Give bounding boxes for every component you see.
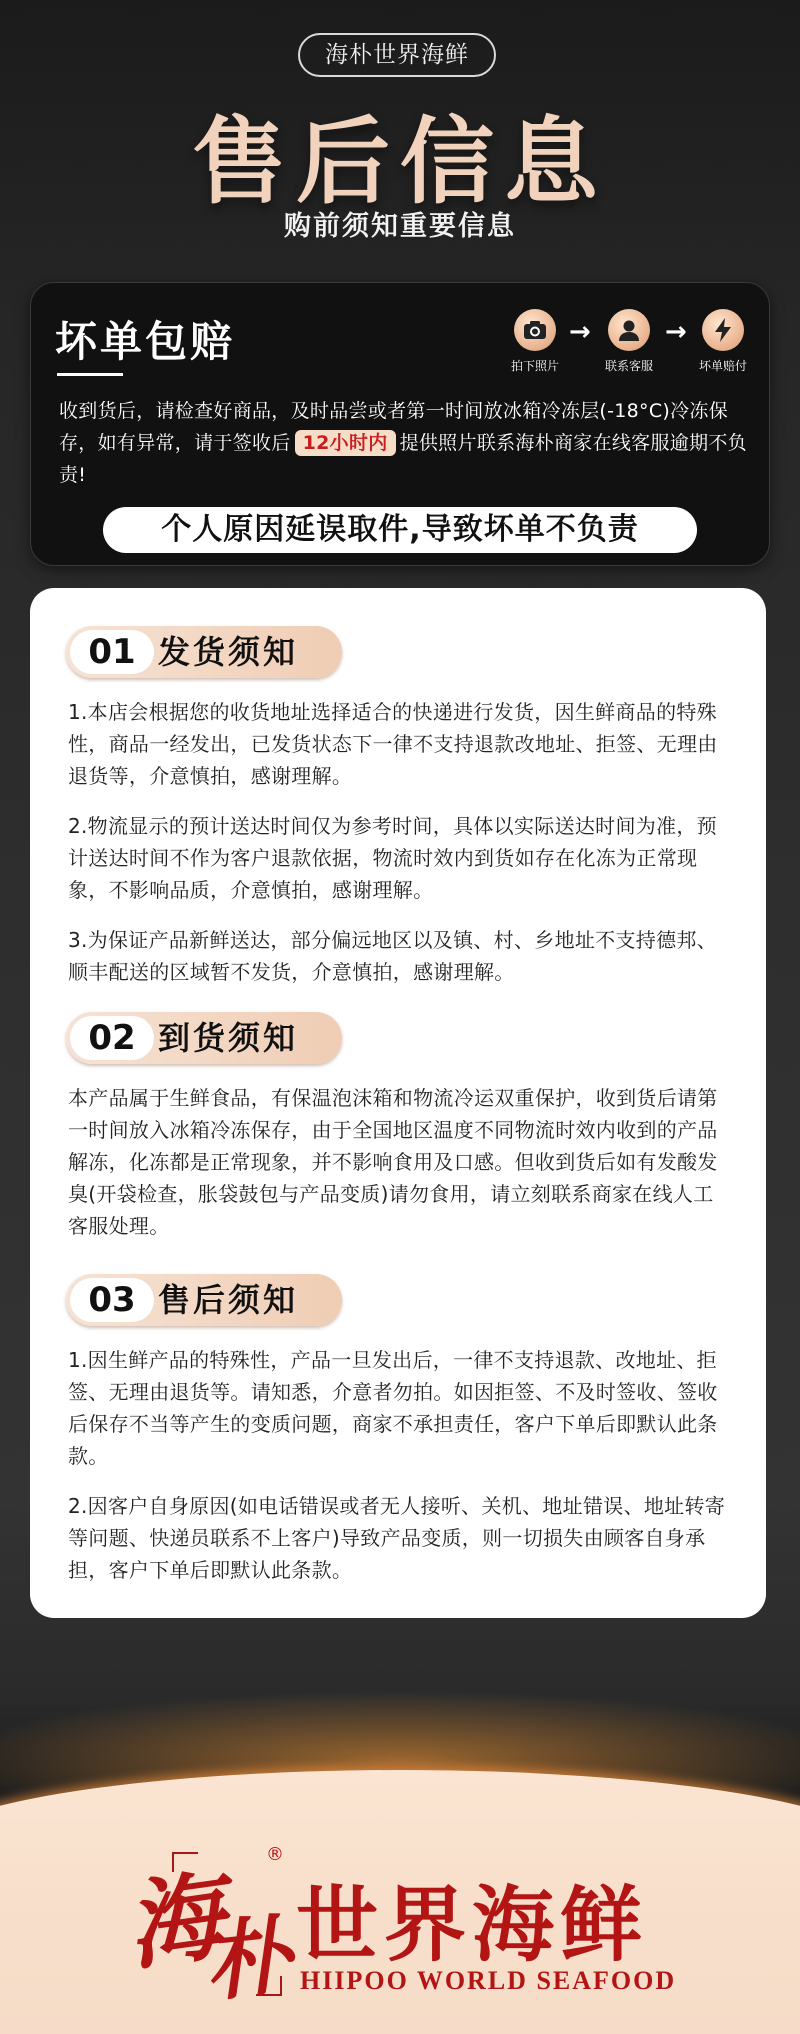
arrow-right-icon: → bbox=[665, 317, 687, 347]
deadline-badge: 12小时内 bbox=[295, 430, 396, 456]
claim-steps bbox=[505, 309, 755, 379]
section-number: 02 bbox=[70, 1016, 154, 1060]
section-number: 01 bbox=[70, 630, 154, 674]
section-header-arrival bbox=[66, 1012, 342, 1064]
step-label: 联系客服 bbox=[604, 359, 653, 373]
paragraph: 1.因生鲜产品的特殊性，产品一旦发出后，一律不支持退款、改地址、拒签、无理由退货等。请知悉，介意者勿拍。如因拒签、不及时签收、签收后保存不当等产生的变质问题，商家不承担责任，客户下单后即默认此条款。 bbox=[68, 1348, 718, 1468]
step-label: 坏单赔付 bbox=[698, 359, 747, 373]
damage-compensation-card bbox=[30, 282, 770, 566]
registered-mark: ® bbox=[266, 1844, 284, 1865]
step-compensation bbox=[693, 309, 753, 374]
brand-logo bbox=[119, 1844, 700, 2015]
person-icon bbox=[608, 309, 650, 351]
damage-card-title: 坏单包赔 bbox=[55, 317, 236, 366]
paragraph: 1.本店会根据您的收货地址选择适合的快递进行发货，因生鲜商品的特殊性，商品一经发出，已发货状态下一律不支持退款改地址、拒签、无理由退货等，介意慎拍，感谢理解。 bbox=[68, 700, 718, 788]
logo-char: 朴 bbox=[199, 1904, 296, 2015]
paragraph: 2.物流显示的预计送达时间仅为参考时间，具体以实际送达时间为准，预计送达时间不作为客户退款依据，物流时效内到货如存在化冻为正常现象，不影响品质，介意慎拍，感谢理解。 bbox=[68, 814, 717, 902]
section-title: 发货须知 bbox=[158, 633, 299, 671]
notice-card bbox=[30, 588, 766, 1618]
paragraph: 2.因客户自身原因(如电话错误或者无人接听、关机、地址错误、地址转寄等问题、快递员联系不上客户)导致产品变质，则一切损失由顾客自身承担，客户下单后即默认此条款。 bbox=[68, 1494, 726, 1582]
section-title: 售后须知 bbox=[158, 1281, 299, 1319]
paragraph: 本产品属于生鲜食品，有保温泡沫箱和物流冷运双重保护，收到货后请第一时间放入冰箱冷冻保存，由于全国地区温度不同物流时效内收到的产品解冻，化冻都是正常现象，并不影响食用及口感。但收到货后如有发酸发臭(开袋检查，胀袋鼓包与产品变质)请勿食用，请立刻联系商家在线人工客服处理。 bbox=[68, 1086, 718, 1238]
section-header-after-sales bbox=[66, 1274, 342, 1326]
step-take-photo bbox=[505, 309, 565, 374]
brand-pill: 海朴世界海鲜 bbox=[298, 33, 496, 77]
logo-english-name: HIIPOO WORLD SEAFOOD bbox=[300, 1966, 677, 1995]
logo-chinese-name: 世界海鲜 bbox=[296, 1877, 649, 1973]
logo-char: 海 bbox=[119, 1858, 231, 1985]
page-title: 售后信息 bbox=[191, 108, 608, 217]
title-underline bbox=[57, 373, 123, 376]
disclaimer-banner: 个人原因延误取件,导致坏单不负责 bbox=[103, 507, 697, 553]
section-title: 到货须知 bbox=[158, 1019, 299, 1057]
lightning-icon bbox=[702, 309, 744, 351]
arrow-right-icon: → bbox=[569, 317, 591, 347]
camera-icon bbox=[514, 309, 556, 351]
step-contact-service bbox=[599, 309, 659, 374]
step-label: 拍下照片 bbox=[510, 359, 559, 373]
body-text: 收到货后，请检查好商品，及时品尝或者第一时间放冰箱冷冻层(-18°C)冷冻保存，如有异常，请于签收后 bbox=[59, 400, 729, 454]
damage-card-body bbox=[59, 395, 749, 491]
body-text: 提供照片联系海朴商家在线客服逾期不负责! bbox=[59, 432, 747, 486]
section-header-shipping bbox=[66, 626, 342, 678]
paragraph: 3.为保证产品新鲜送达，部分偏远地区以及镇、村、乡地址不支持德邦、顺丰配送的区域暂不发货，介意慎拍，感谢理解。 bbox=[68, 928, 717, 984]
section-number: 03 bbox=[70, 1278, 154, 1322]
page-subtitle: 购前须知重要信息 bbox=[284, 211, 516, 242]
